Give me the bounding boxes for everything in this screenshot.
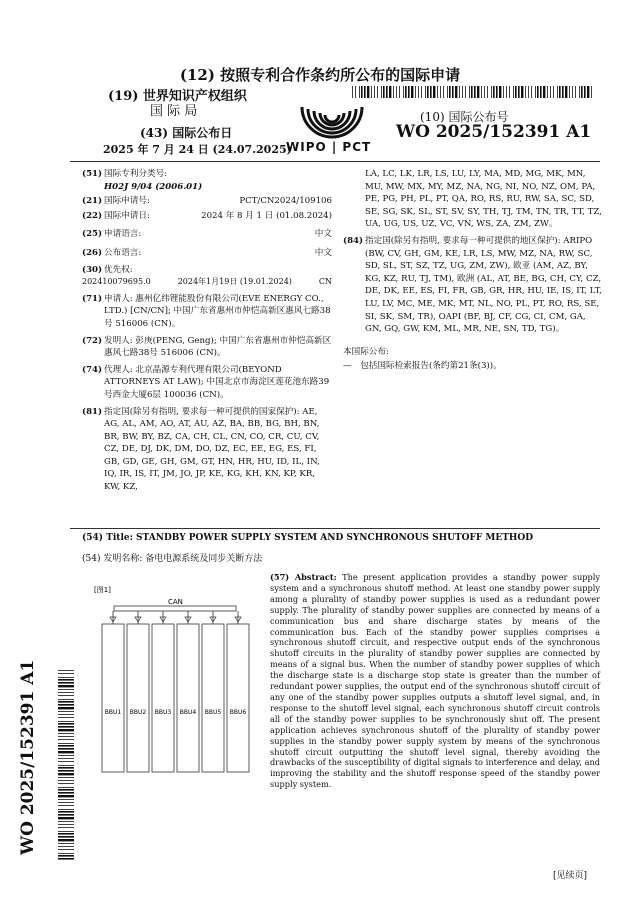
pub-date: 2025 年 7 月 24 日 (24.07.2025) <box>103 143 292 156</box>
pub-date-label: (43) 国际公布日 <box>140 126 233 140</box>
field-84-code: (84) <box>343 235 364 246</box>
bbu-box <box>152 624 174 772</box>
bbu-label: BBU6 <box>229 709 247 716</box>
bbu-box <box>177 624 199 772</box>
org-name: (19) 世界知识产权组织 <box>108 89 247 104</box>
field-22-name: 国际申请日: <box>104 210 150 221</box>
field-21-code: (21) <box>82 196 103 207</box>
field-81-code: (81) <box>82 406 103 417</box>
continued-note: [见续页] <box>553 871 588 881</box>
field-71 <box>82 293 332 331</box>
bbu-label: BBU5 <box>204 709 222 716</box>
biblio-right-column <box>343 168 603 375</box>
bbu-box <box>102 624 124 772</box>
bbu-label: BBU4 <box>179 709 197 716</box>
field-25 <box>82 228 332 241</box>
can-bus <box>114 606 236 611</box>
inventor: 发明人: 彭庚(PENG, Geng); 中国广东省惠州市仲恺高新区惠风七路38号 516006 (CN)。 <box>104 335 332 359</box>
priority-country: CN <box>318 277 332 287</box>
field-51-name: 国际专利分类号: <box>104 169 168 179</box>
abstract <box>270 572 600 790</box>
bus-label: CAN <box>168 598 183 606</box>
figure-label: [图1] <box>94 586 111 594</box>
ipc-classification: H02J 9/04 (2006.01) <box>104 181 203 192</box>
biblio-left-column <box>82 168 332 496</box>
pub-number-label: (10) 国际公布号 <box>420 110 509 124</box>
org-bureau: 国 际 局 <box>150 104 198 119</box>
field-30 <box>82 264 332 289</box>
priority-date: 2024年1月19日 (19.01.2024) <box>177 277 292 287</box>
bbu-box <box>227 624 249 772</box>
bbu-label: BBU2 <box>129 709 147 716</box>
pub-number: WO 2025/152391 A1 <box>396 122 592 142</box>
side-barcode-icon <box>58 670 74 860</box>
field-30-code: (30) <box>82 264 103 275</box>
field-84 <box>343 235 603 336</box>
publication-language: 中文 <box>314 247 332 258</box>
application-number: PCT/CN2024/109106 <box>239 196 332 207</box>
filing-date: 2024 年 8 月 1 日 (01.08.2024) <box>201 210 332 221</box>
field-71-code: (71) <box>82 293 103 304</box>
bbu-label: BBU1 <box>104 709 122 716</box>
field-26-code: (26) <box>82 247 103 258</box>
field-51 <box>82 168 332 193</box>
filing-language: 中文 <box>314 229 332 240</box>
field-51-code: (51) <box>82 169 103 179</box>
field-74 <box>82 364 332 402</box>
designated-states-continued: LA, LC, LK, LR, LS, LU, LY, MA, MD, MG, MK, MN, MU, MW, MX, MY, MZ, NA, NG, NI, NO, NZ, OM, PA, PE, PG, PH, PL, PT, QA, RO, RS, RU, RW, SA, SC, SD, SE, SG, SK, SL, ST, SV, SY, TH, TJ, TM, TN, TR, TT, TZ, UA, UG, US, UZ, VC, VN, WS, ZA, ZM, ZW。 <box>365 169 602 230</box>
field-26-name: 公布语言: <box>104 247 142 258</box>
abstract-label: (57) Abstract: <box>270 572 337 582</box>
field-21 <box>82 195 332 208</box>
barcode-top-icon <box>352 86 592 98</box>
designated-states: 指定国(除另有指明, 要求每一种可提供的国家保护): AE, AG, AL, AM, AO, AT, AU, AZ, BA, BB, BG, BH, BN, BR, BW, BY, BZ, CA, CH, CL, CN, CO, CR, CU, CV, CZ, DE, DJ, DK, DM, DO, DZ, EC, EE, EG, ES, FI, GB, GD, GE, GH, GM, GT, HN, HR, HU, ID, IL, IN, IQ, IR, IS, IT, JM, JO, JP, KE, KG, KH, KN, KP, KR, KW, KZ, <box>104 406 320 493</box>
field-25-name: 申请语言: <box>104 229 142 240</box>
wipo-pct-text: WIPO | PCT <box>286 140 372 154</box>
title-chinese: (54) 发明名称: 备电电源系统及同步关断方法 <box>82 554 263 564</box>
abstract-text: The present application provides a standby power supply system and a synchronous shutoff method. At least one standby power supply among a plurality of standby power supplies is used as a redundant power supply. The plurality of standby power supplies are connected by means of a communication bus and share discharge states by means of the communication bus. Each of the standby power supplies comprises a synchronous shutoff circuit, and respective output ends of the synchronous shutoff circuits in the plurality of standby power supplies are connected by means of a signal bus. When the number of standby power supplies of which the discharge state is a discharge stop state is greater than the number of redundant power supplies, the output end of the synchronous shutoff circuit of any one of the standby power supplies outputs a shutoff level signal, and, in response to the shutoff level signal, each synchronous shutoff circuit controls all of the standby power supplies to be synchronously shut off. The present application achieves synchronous shutoff of the plurality of standby power supplies in the standby power supply system by means of the synchronous shutoff circuit outputting the shutoff level signal, thereby avoiding the drawbacks of the susceptibility of digital signals to interference and delay, and improving the stability and the shutoff response speed of the standby power supply system. <box>270 572 601 790</box>
priority-number: 202410079695.0 <box>82 277 151 287</box>
field-72-code: (72) <box>82 335 103 346</box>
field-72 <box>82 335 332 360</box>
bbu-box <box>202 624 224 772</box>
published-item: — 包括国际检索报告(条约第21条(3))。 <box>343 361 502 372</box>
field-21-name: 国际申请号: <box>104 196 150 207</box>
field-26 <box>82 247 332 260</box>
field-22-code: (22) <box>82 210 103 221</box>
field-25-code: (25) <box>82 229 103 240</box>
published-label: 本国际公布: <box>343 346 389 357</box>
title-english: (54) Title: STANDBY POWER SUPPLY SYSTEM AND SYNCHRONOUS SHUTOFF METHOD <box>82 533 534 543</box>
agent: 代理人: 北京晶源专利代理有限公司(BEYOND ATTORNEYS AT LAW); 中国北京市海淀区莲花池东路39号西金大厦6层 100036 (CN)。 <box>104 364 330 400</box>
field-30-name: 优先权: <box>104 264 133 275</box>
bbu-box <box>127 624 149 772</box>
field-74-code: (74) <box>82 364 103 375</box>
figure-1 <box>94 584 254 774</box>
title-divider <box>70 528 600 529</box>
document-title: (12) 按照专利合作条约所公布的国际申请 <box>179 66 461 84</box>
regional-designations: 指定国(除另有指明, 要求每一种可提供的地区保护): ARIPO (BW, CV, GH, GM, KE, LR, LS, MW, MZ, NA, RW, SC, SD, SL, ST, SZ, TZ, UG, ZM, ZW), 欧亚 (AM, AZ, BY, KG, KZ, RU, TJ, TM), 欧洲 (AL, AT, BE, BG, CH, CY, CZ, DE, DK, EE, ES, FI, FR, GB, GR, HR, HU, IE, IS, IT, LT, LU, LV, MC, ME, MK, MT, NL, NO, PL, PT, RO, RS, SE, SI, SK, SM, TR), OAPI (BF, BJ, CF, CG, CI, CM, GA, GN, GQ, GW, KM, ML, MR, NE, SN, TD, TG)。 <box>365 235 602 335</box>
applicant: 申请人: 惠州亿纬锂能股份有限公司(EVE ENERGY CO., LTD.) [CN/CN]; 中国广东省惠州市仲恺高新区惠风七路38号 516006 (CN)。 <box>104 293 331 329</box>
header-divider <box>70 161 600 162</box>
bbu-label: BBU3 <box>154 709 172 716</box>
side-pub-number: WO 2025/152391 A1 <box>18 659 38 855</box>
field-81 <box>82 406 332 494</box>
field-22 <box>82 210 332 223</box>
